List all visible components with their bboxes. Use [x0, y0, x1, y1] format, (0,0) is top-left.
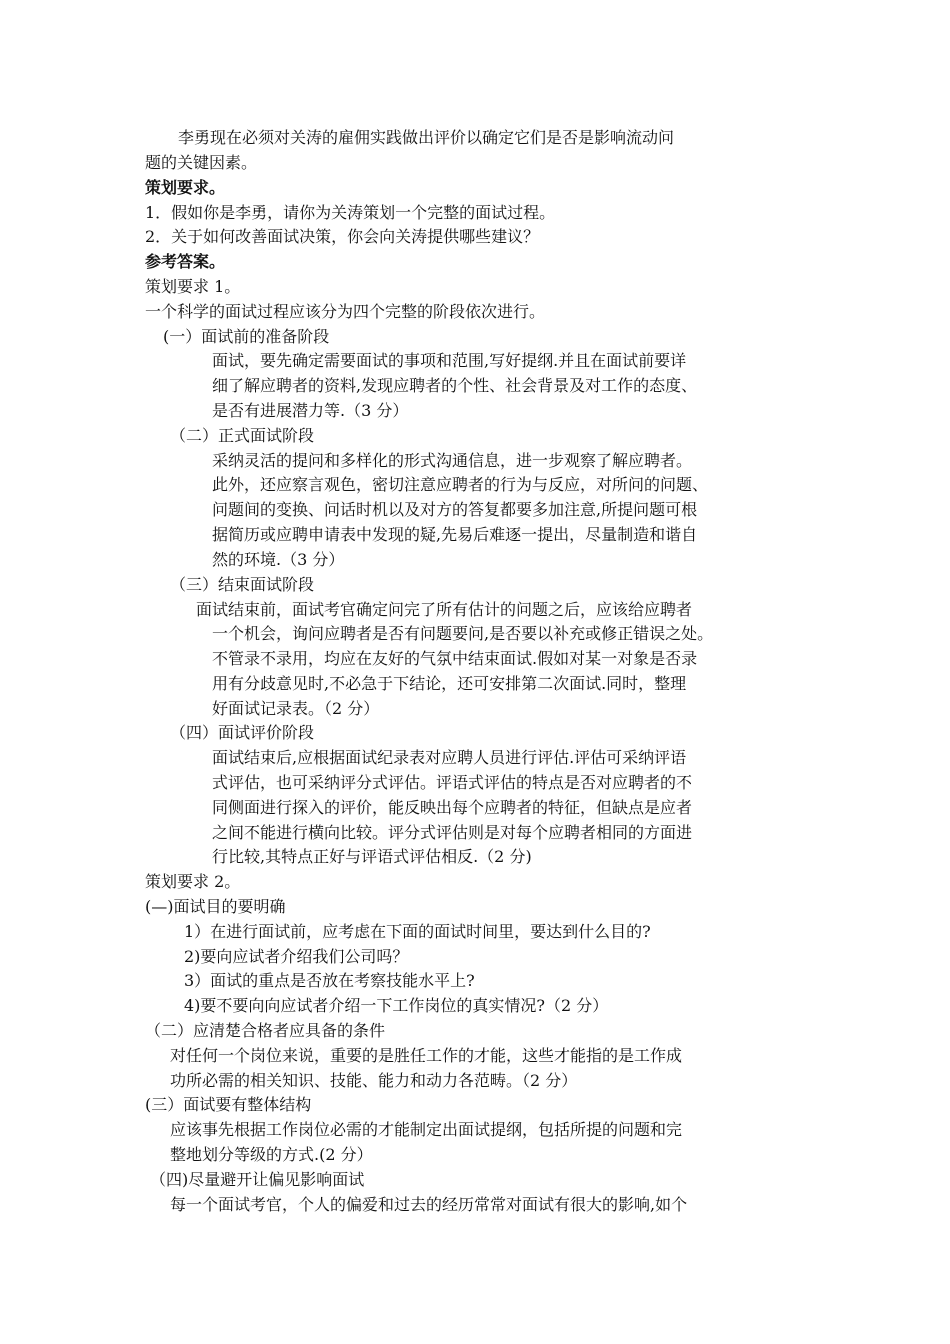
stage-3-heading: （三）结束面试阶段 [170, 575, 315, 594]
requirement-2: 2．关于如何改善面试决策，你会向关涛提供哪些建议？ [145, 227, 540, 246]
stage-3-text: 面试结束前，面试考官确定问完了所有估计的问题之后，应该给应聘者 [196, 600, 693, 619]
requirement-1: 1．假如你是李勇，请你为关涛策划一个完整的面试过程。 [145, 203, 556, 222]
advice-4-heading: （四)尽量避开让偏见影响面试 [150, 1170, 365, 1189]
stage-2-text: 问题间的变换、问话时机以及对方的答复都要多加注意,所提问题可根 [212, 500, 698, 519]
intro-line-2: 题的关键因素。 [145, 153, 258, 172]
stage-1-text: 是否有进展潜力等.（3 分） [212, 401, 409, 420]
advice-1-heading: (—)面试目的要明确 [145, 897, 286, 916]
stage-4-text: 之间不能进行横向比较。评分式评估则是对每个应聘者相同的方面进 [212, 823, 693, 842]
advice-1-item: 3）面试的重点是否放在考察技能水平上? [184, 971, 475, 990]
advice-2-text: 对任何一个岗位来说，重要的是胜任工作的才能，这些才能指的是工作成 [170, 1046, 683, 1065]
stage-4-text: 式评估，也可采纳评分式评估。评语式评估的特点是否对应聘者的不 [212, 773, 693, 792]
answer-2-heading: 策划要求 2。 [145, 872, 241, 891]
section-heading-requirements: 策划要求。 [145, 178, 226, 197]
advice-3-heading: (三）面试要有整体结构 [145, 1095, 312, 1114]
stage-1-heading: (一）面试前的准备阶段 [163, 327, 330, 346]
advice-1-item: 2)要向应试者介绍我们公司吗？ [184, 947, 409, 966]
advice-3-text: 整地划分等级的方式.(2 分） [170, 1145, 373, 1164]
answer-1-heading: 策划要求 1。 [145, 277, 241, 296]
stage-2-text: 此外，还应察言观色，密切注意应聘者的行为与反应，对所问的问题、 [212, 475, 709, 494]
stage-1-text: 面试，要先确定需要面试的事项和范围,写好提纲.并且在面试前要详 [212, 351, 687, 370]
advice-4-text: 每一个面试考官，个人的偏爱和过去的经历常常对面试有很大的影响,如个 [170, 1195, 688, 1214]
stage-2-text: 采纳灵活的提问和多样化的形式沟通信息，进一步观察了解应聘者。 [212, 451, 693, 470]
advice-2-heading: （二）应清楚合格者应具备的条件 [145, 1021, 386, 1040]
intro-line-1: 李勇现在必须对关涛的雇佣实践做出评价以确定它们是否是影响流动问 [178, 128, 675, 147]
stage-4-text: 行比较,其特点正好与评语式评估相反.（2 分) [212, 847, 532, 866]
stage-3-text: 好面试记录表。（2 分） [212, 699, 380, 718]
answer-1-intro: 一个科学的面试过程应该分为四个完整的阶段依次进行。 [145, 302, 546, 321]
advice-2-text: 功所必需的相关知识、技能、能力和动力各范畴。（2 分） [170, 1071, 578, 1090]
advice-1-item: 4)要不要向向应试者介绍一下工作岗位的真实情况?（2 分） [184, 996, 609, 1015]
stage-2-text: 据简历或应聘申请表中发现的疑,先易后难逐一提出，尽量制造和谐自 [212, 525, 698, 544]
stage-4-heading: （四）面试评价阶段 [170, 723, 315, 742]
stage-3-text: 不管录不录用，均应在友好的气氛中结束面试.假如对某一对象是否录 [212, 649, 698, 668]
stage-2-heading: （二）正式面试阶段 [170, 426, 315, 445]
stage-2-text: 然的环境.（3 分） [212, 550, 345, 569]
stage-1-text: 细了解应聘者的资料,发现应聘者的个性、社会背景及对工作的态度、 [212, 376, 698, 395]
section-heading-answers: 参考答案。 [145, 252, 226, 271]
advice-3-text: 应该事先根据工作岗位必需的才能制定出面试提纲，包括所提的问题和完 [170, 1120, 683, 1139]
stage-3-text: 一个机会，询问应聘者是否有问题要问,是否要以补充或修正错误之处。 [212, 624, 714, 643]
advice-1-item: 1）在进行面试前，应考虑在下面的面试时间里，要达到什么目的? [184, 922, 651, 941]
stage-4-text: 同侧面进行探入的评价，能反映出每个应聘者的特征，但缺点是应者 [212, 798, 693, 817]
stage-3-text: 用有分歧意见时,不必急于下结论，还可安排第二次面试.同时，整理 [212, 674, 687, 693]
stage-4-text: 面试结束后,应根据面试纪录表对应聘人员进行评估.评估可采纳评语 [212, 748, 687, 767]
